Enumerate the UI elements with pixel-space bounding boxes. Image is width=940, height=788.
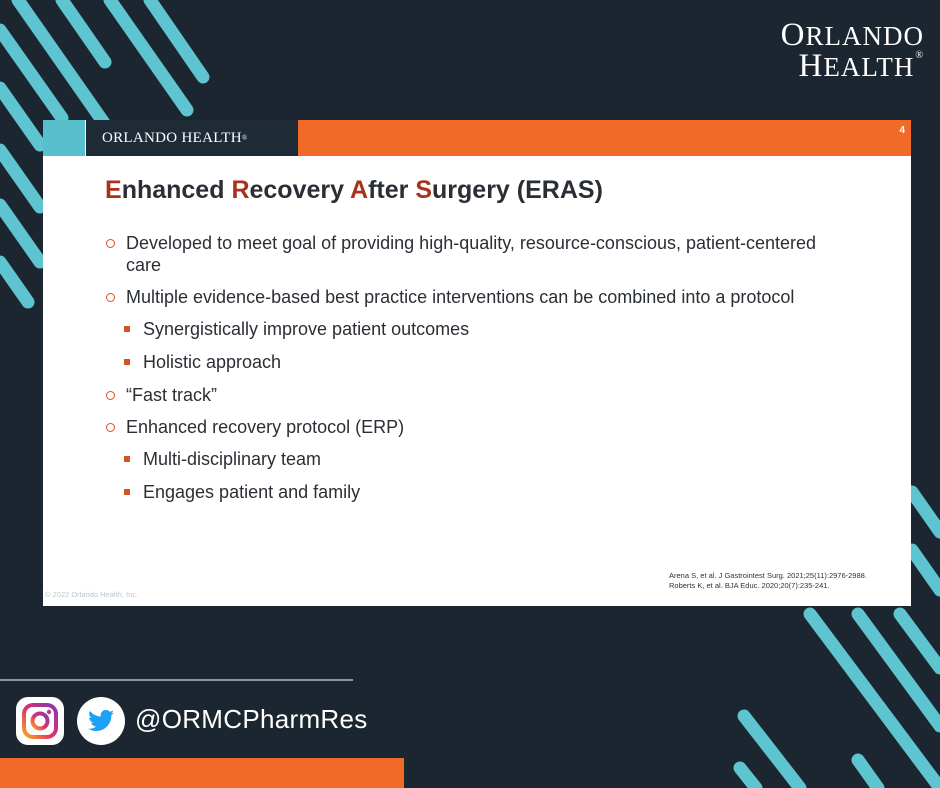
slide-title (105, 176, 603, 205)
square-bullet-icon (124, 456, 130, 462)
bullet-text: Engages patient and family (143, 482, 361, 502)
copyright: © 2022 Orlando Health, Inc. (45, 590, 139, 599)
title-text: nhanced (121, 176, 232, 204)
bullet-list (105, 232, 845, 514)
bullet-text: “Fast track” (126, 385, 218, 405)
sub-bullet-item (105, 481, 845, 503)
title-text: urgery (ERAS) (432, 176, 603, 204)
circle-bullet-icon (106, 423, 115, 432)
bullet-text: Synergistically improve patient outcomes (143, 319, 470, 339)
bullet-item (105, 286, 845, 308)
bullet-text: Holistic approach (143, 352, 282, 372)
reference-line: Arena S, et al. J Gastrointest Surg. 2021;25(11):2976-2988. (669, 571, 867, 580)
circle-bullet-icon (106, 239, 115, 248)
slide-header (43, 120, 911, 156)
square-bullet-icon (124, 359, 130, 365)
reference-line: Roberts K, et al. BJA Educ. 2020;20(7):235-241. (669, 581, 830, 590)
bullet-text: Multi-disciplinary team (143, 449, 322, 469)
square-bullet-icon (124, 489, 130, 495)
bullet-text: Developed to meet goal of providing high-quality, resource-conscious, patient-centered care (126, 233, 817, 275)
circle-bullet-icon (106, 391, 115, 400)
title-initial: R (231, 176, 250, 204)
slide (43, 120, 911, 606)
circle-bullet-icon (106, 293, 115, 302)
title-initial: A (350, 176, 369, 204)
bullet-item (105, 384, 845, 406)
title-initial: E (105, 176, 122, 204)
title-text: ecovery (249, 176, 351, 204)
instagram-icon[interactable] (16, 697, 64, 745)
bullet-item (105, 416, 845, 438)
header-logo: ORLANDO HEALTH® (86, 120, 298, 156)
references (669, 571, 867, 591)
header-orange-bar (298, 120, 911, 156)
bullet-item (105, 232, 845, 276)
footer-orange-bar (0, 758, 404, 788)
bullet-text: Multiple evidence-based best practice interventions can be combined into a protocol (126, 287, 795, 307)
twitter-icon[interactable] (77, 697, 125, 745)
title-text: fter (368, 176, 416, 204)
sub-bullet-item (105, 318, 845, 340)
orlando-health-logo: ORLANDO HEALTH® (780, 17, 924, 85)
bullet-text: Enhanced recovery protocol (ERP) (126, 417, 405, 437)
divider (0, 679, 353, 681)
title-initial: S (415, 176, 433, 204)
sub-bullet-item (105, 351, 845, 373)
header-teal-block (43, 120, 85, 156)
square-bullet-icon (124, 326, 130, 332)
slide-number: 4 (899, 125, 905, 136)
social-handle[interactable]: @ORMCPharmRes (135, 704, 368, 734)
sub-bullet-item (105, 448, 845, 470)
